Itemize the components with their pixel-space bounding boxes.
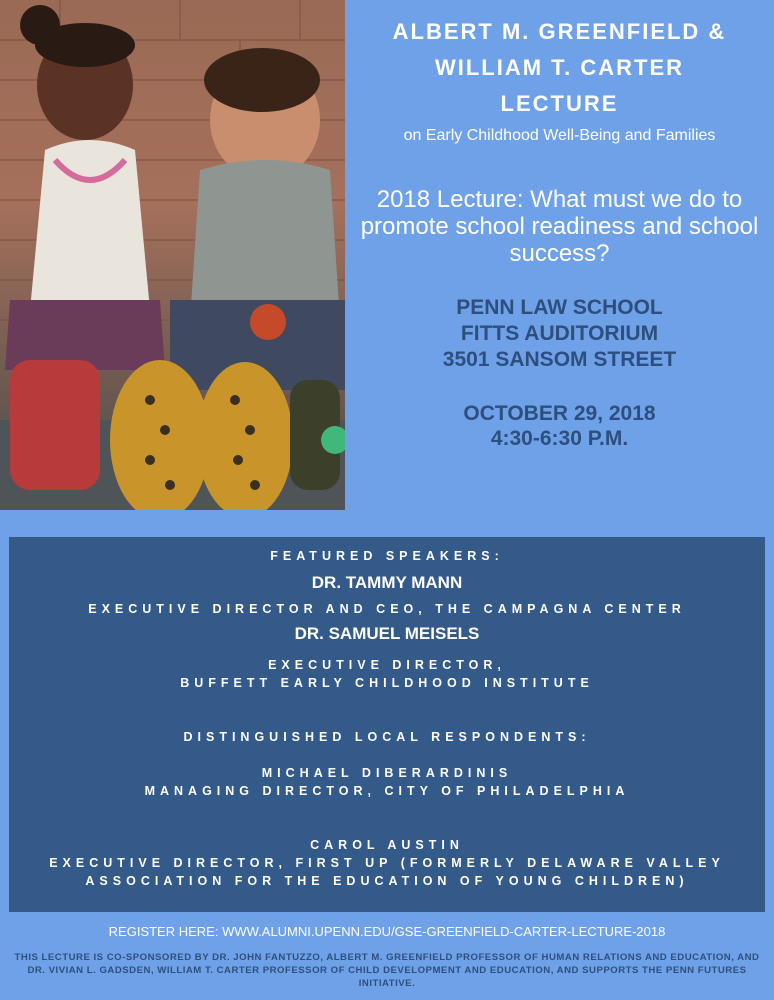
respondent-1-title: MANAGING DIRECTOR, CITY OF PHILADELPHIA xyxy=(144,784,630,798)
co-sponsor-note: THIS LECTURE IS CO-SPONSORED BY DR. JOHN FANTUZZO, ALBERT M. GREENFIELD PROFESSOR OF HUMAN RELATIONS AND EDUCATION, AND DR. VIVIAN L. GADSDEN, WILLIAM T. CARTER PROFESSOR OF CHILD DEVELOPMENT AND EDUCATION, AND SUPPORTS THE PENN FUTURES INITIATIVE. xyxy=(14,952,760,989)
event-date: OCTOBER 29, 2018 xyxy=(463,402,656,425)
title-line-3: LECTURE xyxy=(500,91,619,116)
featured-speakers-heading: FEATURED SPEAKERS: xyxy=(270,549,504,563)
event-datetime xyxy=(345,401,774,451)
respondent-2-title: EXECUTIVE DIRECTOR, FIRST UP (FORMERLY DELAWARE VALLEY ASSOCIATION FOR THE EDUCATION OF YOUNG CHILDREN) xyxy=(49,856,725,888)
lecture-title xyxy=(345,14,774,122)
header-column xyxy=(345,0,774,451)
children-photo xyxy=(0,0,345,510)
title-line-1: ALBERT M. GREENFIELD & xyxy=(392,19,727,44)
respondent-2-name: CAROL AUSTIN xyxy=(310,838,464,852)
speaker-2-name: DR. SAMUEL MEISELS xyxy=(294,624,480,643)
speaker-1-title: EXECUTIVE DIRECTOR AND CEO, THE CAMPAGNA CENTER xyxy=(88,602,686,616)
respondents-heading: DISTINGUISHED LOCAL RESPONDENTS: xyxy=(183,730,591,744)
venue-line-2: FITTS AUDITORIUM xyxy=(460,322,659,345)
venue-line-3: 3501 SANSOM STREET xyxy=(442,348,677,371)
title-line-2: WILLIAM T. CARTER xyxy=(434,55,685,80)
lecture-topic: 2018 Lecture: What must we do to promote school readiness and school success? xyxy=(360,186,759,267)
respondent-1-name: MICHAEL DIBERARDINIS xyxy=(261,766,513,780)
speaker-2-title-line-2: BUFFETT EARLY CHILDHOOD INSTITUTE xyxy=(180,676,594,690)
register-link[interactable]: REGISTER HERE: WWW.ALUMNI.UPENN.EDU/GSE-GREENFIELD-CARTER-LECTURE-2018 xyxy=(108,924,666,939)
speaker-1-name: DR. TAMMY MANN xyxy=(311,573,463,592)
venue xyxy=(345,295,774,373)
lecture-subtitle: on Early Childhood Well-Being and Families xyxy=(403,127,716,144)
speakers-panel xyxy=(9,537,765,912)
speaker-2-title-line-1: EXECUTIVE DIRECTOR, xyxy=(268,658,506,672)
children-illustration xyxy=(0,0,345,510)
event-time: 4:30-6:30 P.M. xyxy=(490,427,629,450)
venue-line-1: PENN LAW SCHOOL xyxy=(456,296,663,319)
